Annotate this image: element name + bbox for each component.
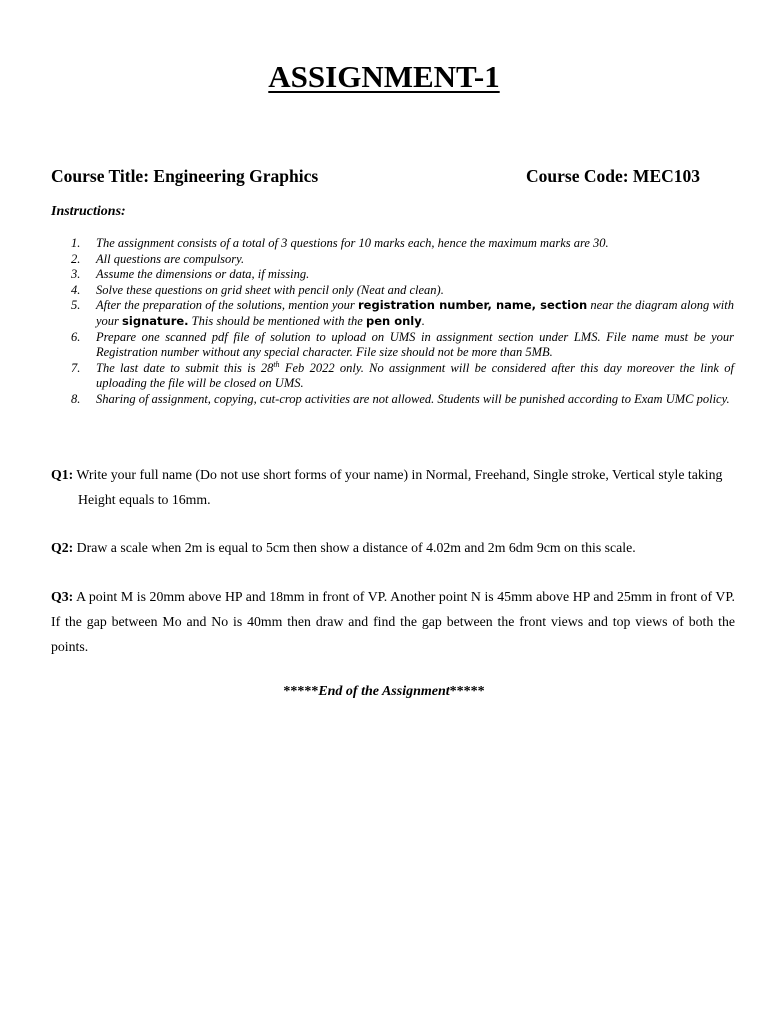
instruction-text: The last date to submit this is 28 [96,360,274,375]
instruction-number: 3. [71,267,81,282]
instruction-text: The assignment consists of a total of 3 questions for 10 marks each, hence the maximum marks are 30. [96,236,609,250]
instruction-number: 8. [71,391,81,406]
question-label: Q3: [51,589,74,604]
instruction-number: 5. [71,298,81,313]
instruction-emphasis: signature. [122,313,189,328]
question-3 [51,584,735,659]
question-text: Write your full name (Do not use short forms of your name) in Normal, Freehand, Single stroke, Vertical style taking [73,467,723,482]
instruction-number: 4. [71,282,81,297]
end-of-assignment [0,683,768,701]
instruction-emphasis: registration number, name, section [358,298,588,313]
question-2 [51,535,735,560]
course-code: Course Code: MEC103 [526,166,701,186]
end-stars-left: ***** [283,684,319,699]
document-title-text: ASSIGNMENT-1 [268,59,500,94]
instruction-text: This should be mentioned with the [188,313,366,328]
instruction-item [51,392,734,408]
instruction-text: Solve these questions on grid sheet with pencil only (Neat and clean). [96,282,444,297]
instructions-heading: Instructions: [51,204,126,219]
instruction-item [51,298,734,329]
instruction-number: 6. [71,329,81,344]
question-label: Q1: [51,467,74,482]
instruction-number: 7. [71,360,81,375]
instruction-item [51,283,734,299]
instruction-text: All questions are compulsory. [96,251,245,266]
instruction-text: After the preparation of the solutions, mention your [96,298,358,313]
instruction-text: Feb 2022 only. No assignment will be considered after this day moreover the link of uploading the file will be closed on UMS. [96,360,734,391]
ordinal-suffix: th [273,359,280,369]
end-stars-right: ***** [449,684,485,699]
instruction-text: near the diagram along with your [96,298,734,328]
instruction-emphasis: pen only [365,313,422,328]
instruction-item [51,236,734,252]
instructions-list [51,236,734,408]
instruction-text: Prepare one scanned pdf file of solution to upload on UMS in assignment section under LMS. File name must be your Registration number without any special character. File size should not be more than 5MB. [96,329,734,360]
instruction-text: . [421,313,425,328]
question-text-continuation: Height equals to 16mm. [78,492,211,507]
instruction-item [51,267,734,283]
instruction-item [51,252,734,268]
instruction-text: Sharing of assignment, copying, cut-crop activities are not allowed. Students will be punished according to Exam UMC policy. [96,391,730,406]
end-text: End of the Assignment [318,684,450,699]
instruction-number: 2. [71,251,81,266]
question-label: Q2: [51,540,74,555]
course-title: Course Title: Engineering Graphics [51,166,319,186]
instruction-item [51,330,734,361]
question-1 [51,462,735,512]
instruction-item [51,361,734,392]
question-text: Draw a scale when 2m is equal to 5cm then show a distance of 4.02m and 2m 6dm 9cm on this scale. [73,540,636,555]
instruction-number: 1. [71,236,81,250]
instruction-text: Assume the dimensions or data, if missing. [96,267,310,282]
question-text: A point M is 20mm above HP and 18mm in front of VP. Another point N is 45mm above HP and 25mm in front of VP. If the gap between Mo and No is 40mm then draw and find the gap between the front views and top views of both the points. [51,589,735,654]
document-title [0,58,768,96]
